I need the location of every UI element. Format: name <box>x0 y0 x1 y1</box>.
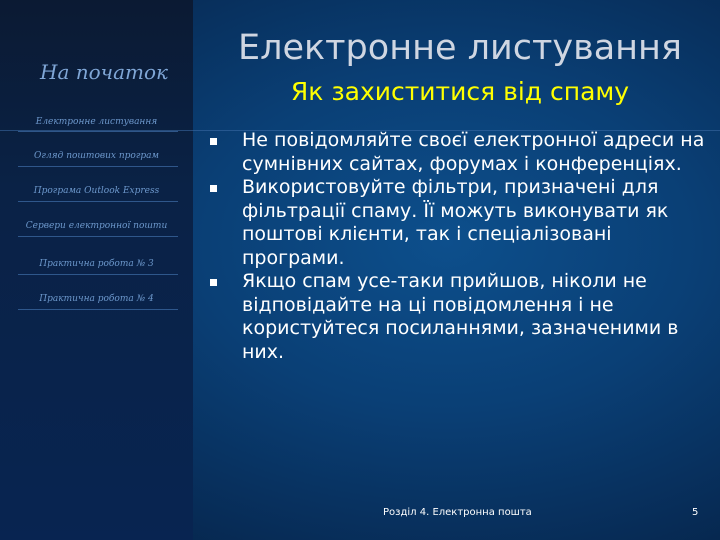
bullet-square-icon <box>210 138 217 145</box>
bullet-item <box>205 270 705 364</box>
nav-divider <box>18 236 178 237</box>
nav-divider <box>18 201 178 202</box>
sidebar-item-mail-servers[interactable]: Сервери електронної пошти <box>25 221 168 231</box>
nav-divider <box>18 309 178 310</box>
nav-divider <box>18 131 178 132</box>
slide-title: Електронне листування <box>238 28 682 68</box>
bullet-text: Якщо спам усе-таки прийшов, ніколи не відповідайте на ці повідомлення і не користуйтеся посиланнями, зазначеними в них. <box>242 270 679 363</box>
footer-text: Розділ 4. Електронна пошта <box>383 507 532 518</box>
page-number: 5 <box>692 507 699 518</box>
nav-divider <box>18 166 178 167</box>
bullet-list <box>205 129 705 364</box>
sidebar-nav <box>0 0 193 540</box>
slide-subtitle: Як захиститися від спаму <box>290 77 630 106</box>
nav-divider <box>18 274 178 275</box>
bullet-square-icon <box>210 279 217 286</box>
sidebar-item-practical-work-4[interactable]: Практична робота № 4 <box>39 294 154 304</box>
sidebar-item-mail-programs-overview[interactable]: Огляд поштових програм <box>34 151 159 161</box>
sidebar-item-practical-work-3[interactable]: Практична робота № 3 <box>39 259 154 269</box>
home-link[interactable]: На початок <box>40 60 168 84</box>
bullet-item <box>205 129 705 176</box>
bullet-text: Не повідомляйте своєї електронної адреси на сумнівних сайтах, форумах і конференціях. <box>242 129 705 175</box>
bullet-item <box>205 176 705 270</box>
bullet-square-icon <box>210 185 217 192</box>
sidebar-item-outlook-express[interactable]: Програма Outlook Express <box>33 186 160 196</box>
bullet-text: Використовуйте фільтри, призначені для фільтрації спаму. Її можуть виконувати як поштові клієнти, так і спеціалізовані програми. <box>242 176 669 269</box>
sidebar-item-electronic-correspondence[interactable]: Електронне листування <box>35 117 158 127</box>
